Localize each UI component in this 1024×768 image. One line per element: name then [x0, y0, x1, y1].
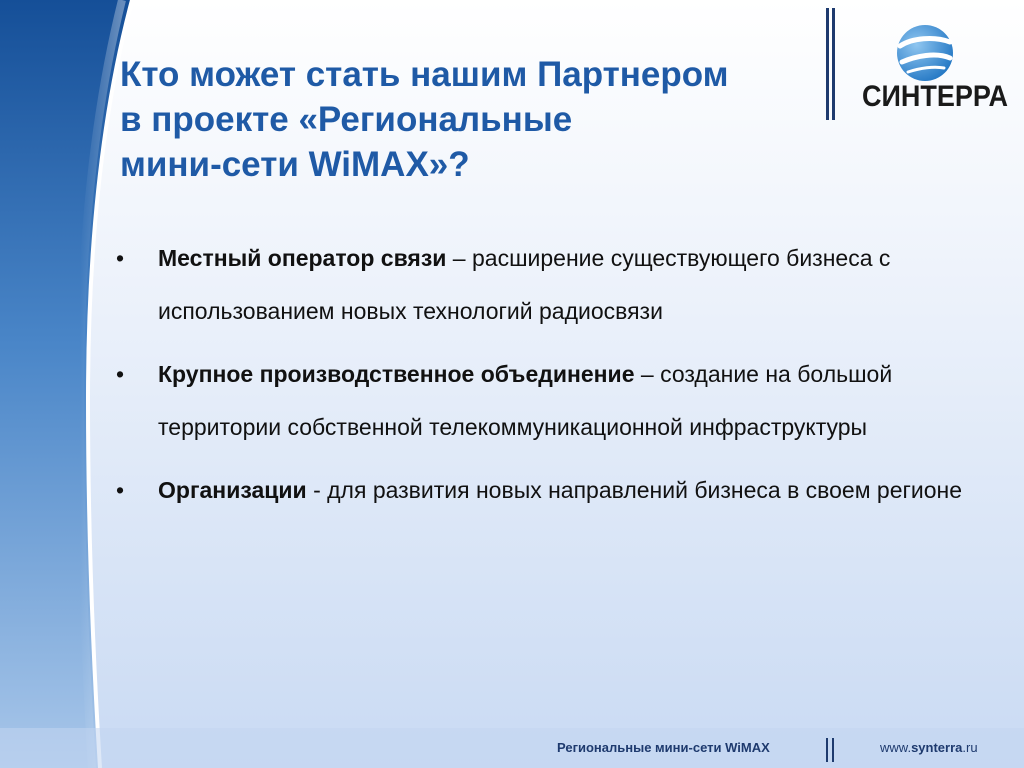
bullet-heading: Крупное производственное объединение — [158, 361, 635, 387]
bullet-item — [116, 348, 976, 454]
footer-caption: Региональные мини-сети WiMAX — [557, 740, 770, 755]
title-line: Кто может стать нашим Партнером — [120, 55, 729, 94]
logo-divider-bar — [826, 8, 829, 120]
footer-url-prefix: www. — [880, 740, 912, 755]
globe-swirl-icon — [894, 22, 956, 84]
bullet-item — [116, 232, 976, 338]
bullet-marker: • — [116, 245, 125, 271]
footer-url-suffix: .ru — [962, 740, 978, 755]
bullet-item — [116, 464, 976, 517]
footer-divider-bar — [832, 738, 834, 762]
bullet-text: - для развития новых направлений бизнеса в своем регионе — [306, 477, 963, 503]
footer-url-link[interactable] — [880, 740, 978, 755]
bullet-text: – расширение существующего бизнеса с использованием новых технологий радиосвязи — [158, 245, 891, 324]
bullet-heading: Организации — [158, 477, 307, 503]
footer-divider-bar — [826, 738, 828, 762]
synterra-logo — [822, 8, 1012, 124]
bullet-text: – создание на большой территории собственной телекоммуникационной инфраструктуры — [158, 361, 893, 440]
bullet-list — [116, 232, 976, 527]
bullet-marker: • — [116, 477, 125, 503]
slide-title — [120, 52, 820, 187]
footer-url-brand: synterra — [911, 740, 963, 755]
bullet-heading: Местный оператор связи — [158, 245, 447, 271]
bullet-marker: • — [116, 361, 125, 387]
logo-divider-bar — [832, 8, 835, 120]
logo-wordmark: СИНТЕРРА — [862, 80, 1009, 113]
title-line: в проекте «Региональные — [120, 100, 573, 139]
title-line: мини-сети WiMAX»? — [120, 145, 470, 184]
slide-footer — [0, 728, 1024, 768]
